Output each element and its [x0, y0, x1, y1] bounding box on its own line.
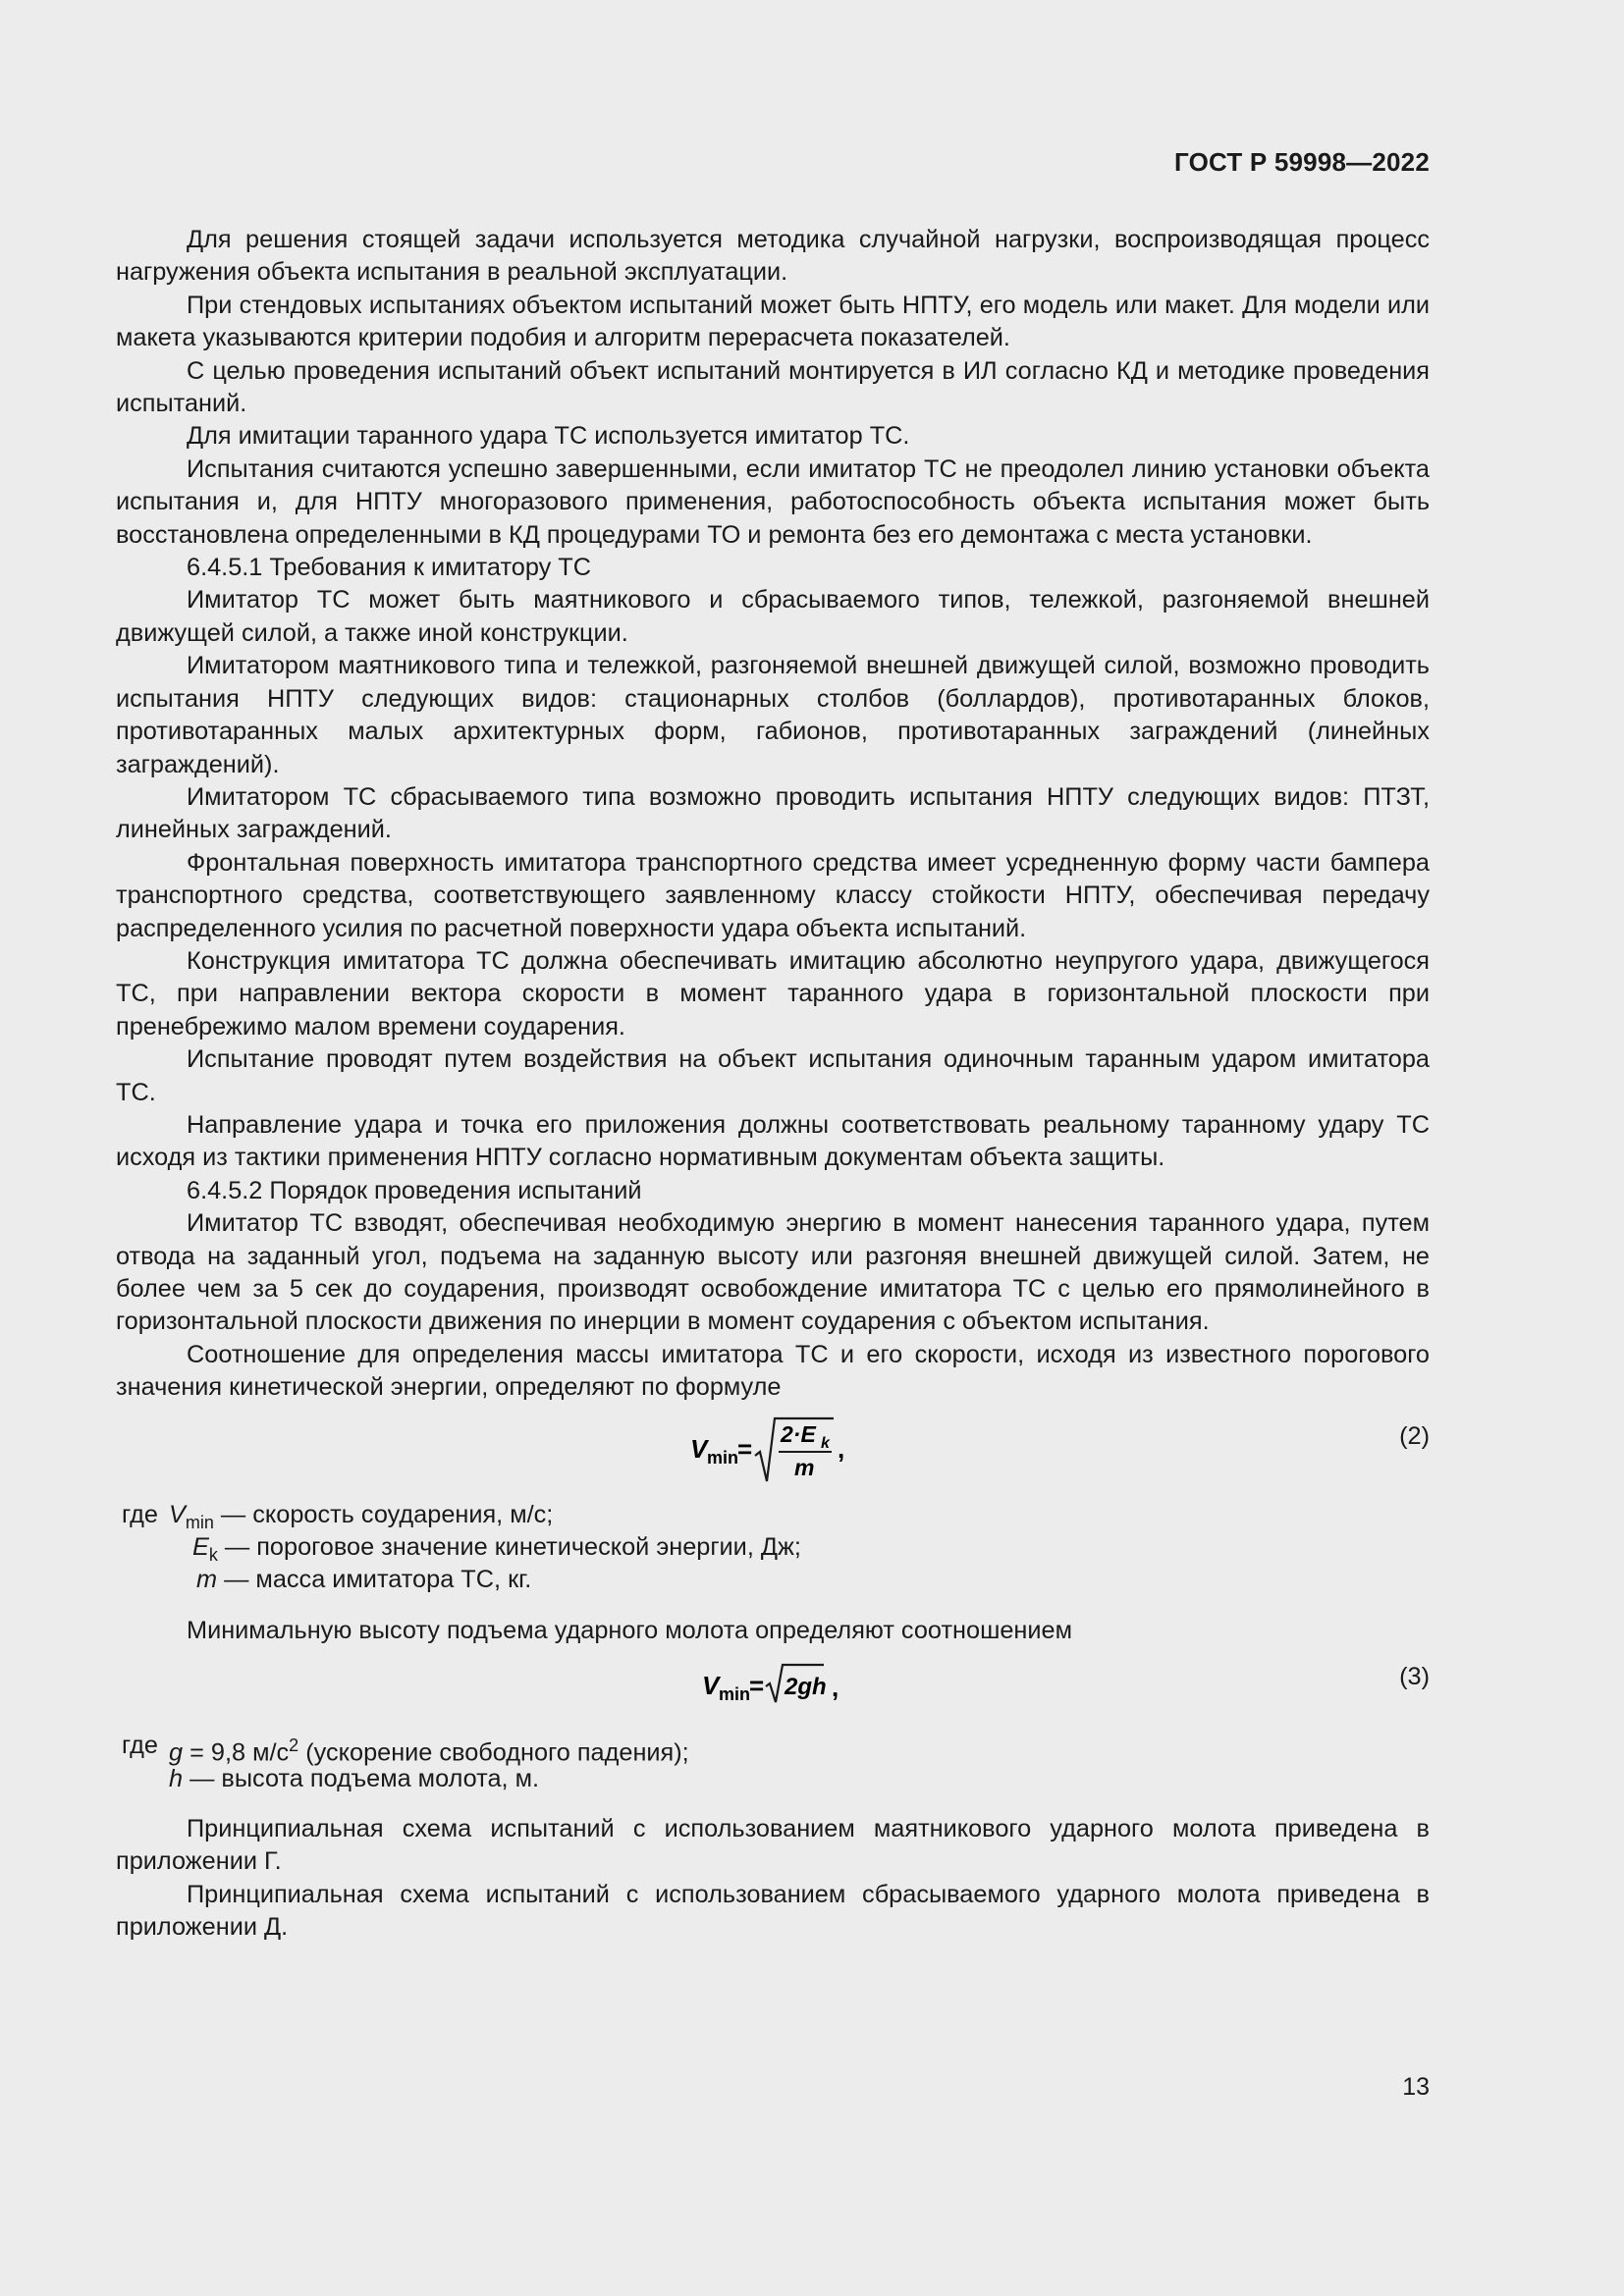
definition-symbol-sub: min	[185, 1512, 214, 1532]
paragraph: Минимальную высоту подъема ударного молота определяют соотношением	[187, 1616, 1072, 1644]
formula-3-graphic	[694, 1657, 851, 1712]
formula-3-lhs-sub: min	[719, 1684, 751, 1705]
document-body	[116, 224, 1430, 1945]
formula-3	[116, 1657, 1430, 1721]
formula-3-equals: =	[749, 1671, 765, 1701]
definition-g	[116, 1730, 1430, 1767]
paragraph: Для решения стоящей задачи используется методика случайной нагрузки, воспроизводящая процесс нагружения объекта испытания в реальной эксплуатации.	[116, 226, 1430, 287]
formula-3-radicand: 2gh	[785, 1674, 827, 1701]
document-code-header: ГОСТ Р 59998—2022	[1174, 147, 1430, 177]
definition-superscript: 2	[289, 1735, 299, 1756]
formula-2-equals: =	[737, 1433, 753, 1464]
definition-text: — высота подъема молота, м.	[183, 1764, 539, 1792]
formula-2-lhs: V	[690, 1433, 708, 1464]
definition-text: = 9,8 м/с	[183, 1738, 290, 1767]
definition-symbol: V	[169, 1500, 186, 1528]
formula-3-lhs: V	[702, 1671, 720, 1701]
definition-m	[116, 1564, 1430, 1596]
paragraph: Имитатором ТС сбрасываемого типа возможно проводить испытания НПТУ следующих видов: ПТЗТ, линейных заграждений.	[116, 782, 1430, 844]
formula-2	[116, 1413, 1430, 1496]
section-heading-6-4-5-2: 6.4.5.2 Порядок проведения испытаний	[187, 1176, 642, 1204]
definition-ek	[116, 1531, 1430, 1564]
paragraph: С целью проведения испытаний объект испытаний монтируется в ИЛ согласно КД и методике проведения испытаний.	[116, 356, 1430, 418]
definition-lead: где	[122, 1732, 158, 1760]
paragraph: Фронтальная поверхность имитатора транспортного средства имеет усредненную форму части бампера транспортного средства, соответствующего заявленному классу стойкости НПТУ, обеспечивая передачу распределенного усилия по расчетной поверхности удара объекта испытаний.	[116, 848, 1430, 942]
definition-text: (ускорение свободного падения);	[298, 1738, 689, 1767]
section-heading-6-4-5-1: 6.4.5.1 Требования к имитатору ТС	[187, 554, 592, 582]
paragraph: Для имитации таранного удара ТС используется имитатор ТС.	[187, 422, 910, 451]
definition-h	[116, 1763, 1430, 1795]
formula-2-denominator: m	[794, 1454, 815, 1480]
formula-3-comma: ,	[832, 1673, 839, 1703]
definition-symbol: m	[196, 1566, 218, 1594]
definition-lead: где	[122, 1500, 158, 1528]
definition-vmin	[116, 1499, 1430, 1531]
formula-2-lhs-sub: min	[707, 1447, 739, 1468]
definition-text: — пороговое значение кинетической энергии, Дж;	[217, 1533, 801, 1562]
equation-number-3: (3)	[1399, 1663, 1430, 1691]
paragraph: Испытания считаются успешно завершенными, если имитатор ТС не преодолел линию установки объекта испытания и, для НПТУ многоразового применения, работоспособность объекта испытания может быть восстановлена определенными в КД процедурами ТО и ремонта без его демонтажа с места установки.	[116, 454, 1430, 549]
formula-2-row	[116, 1413, 1430, 1489]
formula-2-numerator-sub: k	[821, 1434, 830, 1452]
formula-2-numerator: 2·E	[781, 1420, 816, 1447]
formula-2-comma: ,	[838, 1433, 845, 1464]
paragraph: Направление удара и точка его приложения должны соответствовать реальному таранному удару ТС исходя из тактики применения НПТУ согласно нормативным документам объекта защиты.	[116, 1110, 1430, 1172]
paragraph: Принципиальная схема испытаний с использованием маятникового ударного молота приведена в приложении Г.	[116, 1814, 1430, 1876]
formula-3-definitions	[116, 1730, 1430, 1795]
page-number: 13	[1402, 2073, 1430, 2101]
paragraph: Принципиальная схема испытаний с использованием сбрасываемого ударного молота приведена в приложении Д.	[116, 1880, 1430, 1942]
definition-text: — скорость соударения, м/с;	[213, 1500, 554, 1528]
definition-symbol: E	[192, 1533, 209, 1562]
formula-3-row	[116, 1657, 1430, 1720]
paragraph: При стендовых испытаниях объектом испытаний может быть НПТУ, его модель или макет. Для модели или макета указываются критерии подобия и алгоритм перерасчета показателей.	[116, 291, 1430, 352]
formula-2-definitions	[116, 1499, 1430, 1597]
paragraph: Испытание проводят путем воздействия на объект испытания одиночным таранным ударом имитатора ТС.	[116, 1045, 1430, 1106]
paragraph: Имитатор ТС может быть маятникового и сбрасываемого типов, тележкой, разгоняемой внешней движущей силой, а также иной конструкции.	[116, 586, 1430, 647]
paragraph: Имитатором маятникового типа и тележкой, разгоняемой внешней движущей силой, возможно проводить испытания НПТУ следующих видов: стационарных столбов (боллардов), противотаранных блоков, противотаранных малых архитектурных форм, габионов, противотаранных заграждений (линейных заграждений).	[116, 652, 1430, 778]
definition-symbol-sub: k	[208, 1545, 218, 1566]
equation-number-2: (2)	[1399, 1421, 1430, 1450]
definition-text: — масса имитатора ТС, кг.	[217, 1566, 532, 1594]
definition-symbol: h	[169, 1764, 184, 1792]
definition-symbol: g	[169, 1738, 184, 1767]
formula-2-graphic	[684, 1413, 861, 1487]
paragraph: Соотношение для определения массы имитатора ТС и его скорости, исходя из известного порогового значения кинетической энергии, определяют по формуле	[116, 1340, 1430, 1402]
paragraph: Конструкция имитатора ТС должна обеспечивать имитацию абсолютно неупругого удара, движущегося ТС, при направлении вектора скорости в момент таранного удара в горизонтальной плоскости при пренебрежимо малом времени соударения.	[116, 946, 1430, 1041]
paragraph: Имитатор ТС взводят, обеспечивая необходимую энергию в момент нанесения таранного удара, путем отвода на заданный угол, подъема на заданную высоту или разгоняя внешней движущей силой. Затем, не более чем за 5 сек до соударения, производят освобождение имитатора ТС с целью его прямолинейного в горизонтальной плоскости движения по инерции в момент соударения с объектом испытания.	[116, 1209, 1430, 1336]
